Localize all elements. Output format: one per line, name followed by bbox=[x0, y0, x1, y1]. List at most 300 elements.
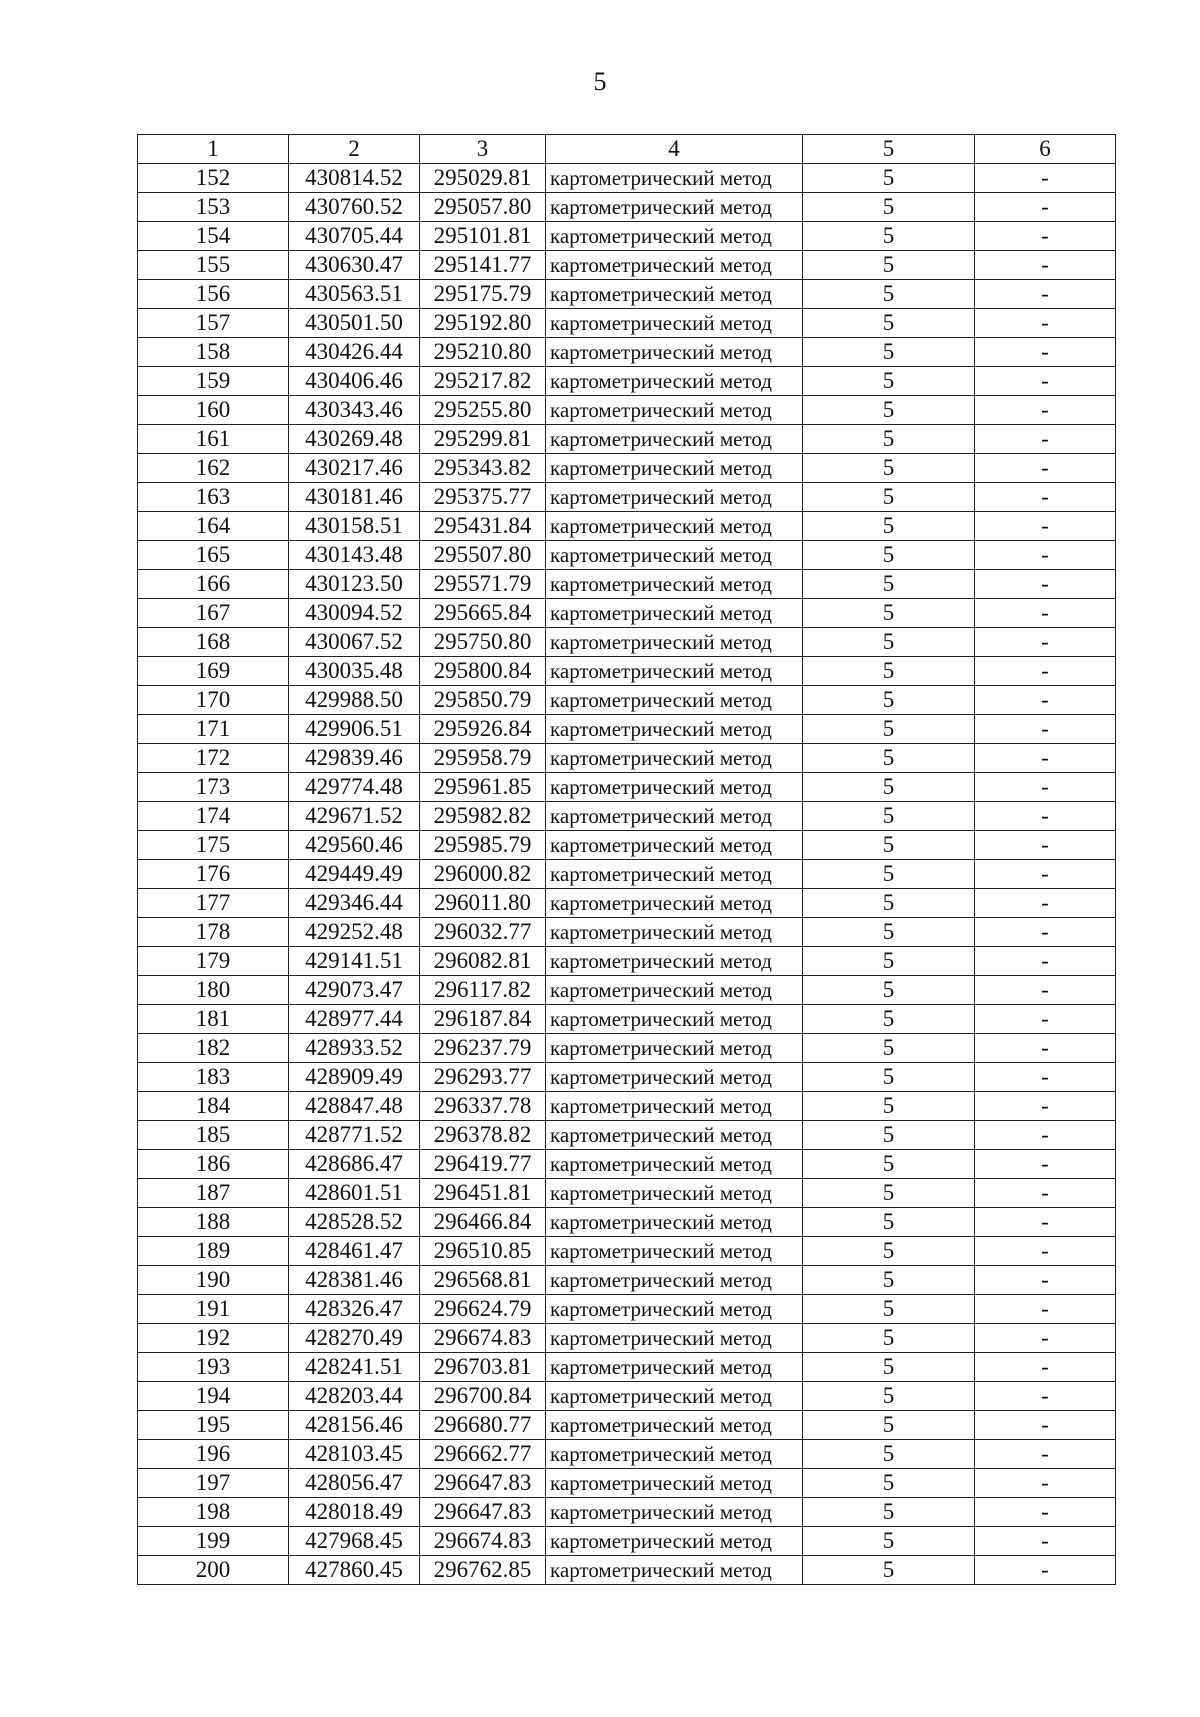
method-cell: картометрический метод bbox=[546, 599, 803, 628]
x-coordinate-cell: 428686.47 bbox=[289, 1150, 420, 1179]
table-row bbox=[138, 512, 1116, 541]
x-coordinate-cell: 430217.46 bbox=[289, 454, 420, 483]
table-row bbox=[138, 425, 1116, 454]
method-cell: картометрический метод bbox=[546, 1295, 803, 1324]
point-number-cell: 156 bbox=[138, 280, 289, 309]
point-number-cell: 158 bbox=[138, 338, 289, 367]
point-number-cell: 194 bbox=[138, 1382, 289, 1411]
point-number-cell: 174 bbox=[138, 802, 289, 831]
method-cell: картометрический метод bbox=[546, 1556, 803, 1585]
method-cell: картометрический метод bbox=[546, 889, 803, 918]
y-coordinate-cell: 295343.82 bbox=[420, 454, 546, 483]
y-coordinate-cell: 296378.82 bbox=[420, 1121, 546, 1150]
method-cell: картометрический метод bbox=[546, 396, 803, 425]
x-coordinate-cell: 428326.47 bbox=[289, 1295, 420, 1324]
description-cell: - bbox=[975, 1295, 1116, 1324]
description-cell: - bbox=[975, 367, 1116, 396]
table-row bbox=[138, 831, 1116, 860]
description-cell: - bbox=[975, 628, 1116, 657]
table-row bbox=[138, 1237, 1116, 1266]
x-coordinate-cell: 428601.51 bbox=[289, 1179, 420, 1208]
description-cell: - bbox=[975, 280, 1116, 309]
accuracy-cell: 5 bbox=[803, 396, 975, 425]
table-row bbox=[138, 918, 1116, 947]
y-coordinate-cell: 296011.80 bbox=[420, 889, 546, 918]
method-cell: картометрический метод bbox=[546, 425, 803, 454]
method-cell: картометрический метод bbox=[546, 483, 803, 512]
accuracy-cell: 5 bbox=[803, 715, 975, 744]
y-coordinate-cell: 296674.83 bbox=[420, 1527, 546, 1556]
method-cell: картометрический метод bbox=[546, 1440, 803, 1469]
x-coordinate-cell: 430705.44 bbox=[289, 222, 420, 251]
accuracy-cell: 5 bbox=[803, 425, 975, 454]
y-coordinate-cell: 295210.80 bbox=[420, 338, 546, 367]
accuracy-cell: 5 bbox=[803, 831, 975, 860]
accuracy-cell: 5 bbox=[803, 512, 975, 541]
point-number-cell: 181 bbox=[138, 1005, 289, 1034]
x-coordinate-cell: 428156.46 bbox=[289, 1411, 420, 1440]
method-cell: картометрический метод bbox=[546, 802, 803, 831]
table-row bbox=[138, 1440, 1116, 1469]
y-coordinate-cell: 296703.81 bbox=[420, 1353, 546, 1382]
y-coordinate-cell: 296647.83 bbox=[420, 1498, 546, 1527]
method-cell: картометрический метод bbox=[546, 1324, 803, 1353]
x-coordinate-cell: 429560.46 bbox=[289, 831, 420, 860]
method-cell: картометрический метод bbox=[546, 1179, 803, 1208]
y-coordinate-cell: 296237.79 bbox=[420, 1034, 546, 1063]
method-cell: картометрический метод bbox=[546, 773, 803, 802]
table-row bbox=[138, 802, 1116, 831]
point-number-cell: 178 bbox=[138, 918, 289, 947]
method-cell: картометрический метод bbox=[546, 1527, 803, 1556]
y-coordinate-cell: 295431.84 bbox=[420, 512, 546, 541]
description-cell: - bbox=[975, 1150, 1116, 1179]
accuracy-cell: 5 bbox=[803, 570, 975, 599]
point-number-cell: 180 bbox=[138, 976, 289, 1005]
column-header-6: 6 bbox=[975, 135, 1116, 164]
point-number-cell: 169 bbox=[138, 657, 289, 686]
method-cell: картометрический метод bbox=[546, 512, 803, 541]
table-row bbox=[138, 686, 1116, 715]
point-number-cell: 171 bbox=[138, 715, 289, 744]
y-coordinate-cell: 295255.80 bbox=[420, 396, 546, 425]
description-cell: - bbox=[975, 396, 1116, 425]
y-coordinate-cell: 296647.83 bbox=[420, 1469, 546, 1498]
y-coordinate-cell: 296337.78 bbox=[420, 1092, 546, 1121]
table-row bbox=[138, 1469, 1116, 1498]
accuracy-cell: 5 bbox=[803, 1527, 975, 1556]
y-coordinate-cell: 296674.83 bbox=[420, 1324, 546, 1353]
description-cell: - bbox=[975, 1237, 1116, 1266]
x-coordinate-cell: 429141.51 bbox=[289, 947, 420, 976]
accuracy-cell: 5 bbox=[803, 483, 975, 512]
y-coordinate-cell: 295571.79 bbox=[420, 570, 546, 599]
x-coordinate-cell: 428909.49 bbox=[289, 1063, 420, 1092]
table-row bbox=[138, 367, 1116, 396]
description-cell: - bbox=[975, 715, 1116, 744]
description-cell: - bbox=[975, 686, 1116, 715]
accuracy-cell: 5 bbox=[803, 918, 975, 947]
description-cell: - bbox=[975, 1527, 1116, 1556]
table-row bbox=[138, 715, 1116, 744]
point-number-cell: 173 bbox=[138, 773, 289, 802]
table-row bbox=[138, 657, 1116, 686]
x-coordinate-cell: 430158.51 bbox=[289, 512, 420, 541]
column-header-1: 1 bbox=[138, 135, 289, 164]
description-cell: - bbox=[975, 889, 1116, 918]
x-coordinate-cell: 428933.52 bbox=[289, 1034, 420, 1063]
method-cell: картометрический метод bbox=[546, 831, 803, 860]
x-coordinate-cell: 430067.52 bbox=[289, 628, 420, 657]
table-row bbox=[138, 1295, 1116, 1324]
y-coordinate-cell: 295961.85 bbox=[420, 773, 546, 802]
description-cell: - bbox=[975, 657, 1116, 686]
table-row bbox=[138, 1063, 1116, 1092]
description-cell: - bbox=[975, 164, 1116, 193]
table-row bbox=[138, 947, 1116, 976]
point-number-cell: 162 bbox=[138, 454, 289, 483]
accuracy-cell: 5 bbox=[803, 773, 975, 802]
method-cell: картометрический метод bbox=[546, 280, 803, 309]
description-cell: - bbox=[975, 1498, 1116, 1527]
table-row bbox=[138, 976, 1116, 1005]
method-cell: картометрический метод bbox=[546, 1208, 803, 1237]
point-number-cell: 195 bbox=[138, 1411, 289, 1440]
accuracy-cell: 5 bbox=[803, 1440, 975, 1469]
y-coordinate-cell: 295665.84 bbox=[420, 599, 546, 628]
point-number-cell: 157 bbox=[138, 309, 289, 338]
y-coordinate-cell: 295057.80 bbox=[420, 193, 546, 222]
table-row bbox=[138, 1121, 1116, 1150]
point-number-cell: 185 bbox=[138, 1121, 289, 1150]
x-coordinate-cell: 429774.48 bbox=[289, 773, 420, 802]
point-number-cell: 183 bbox=[138, 1063, 289, 1092]
description-cell: - bbox=[975, 483, 1116, 512]
y-coordinate-cell: 295375.77 bbox=[420, 483, 546, 512]
accuracy-cell: 5 bbox=[803, 309, 975, 338]
description-cell: - bbox=[975, 1556, 1116, 1585]
y-coordinate-cell: 296510.85 bbox=[420, 1237, 546, 1266]
page-number: 5 bbox=[593, 67, 607, 96]
accuracy-cell: 5 bbox=[803, 976, 975, 1005]
point-number-cell: 155 bbox=[138, 251, 289, 280]
point-number-cell: 159 bbox=[138, 367, 289, 396]
description-cell: - bbox=[975, 541, 1116, 570]
y-coordinate-cell: 295507.80 bbox=[420, 541, 546, 570]
accuracy-cell: 5 bbox=[803, 1266, 975, 1295]
x-coordinate-cell: 430269.48 bbox=[289, 425, 420, 454]
y-coordinate-cell: 295029.81 bbox=[420, 164, 546, 193]
point-number-cell: 190 bbox=[138, 1266, 289, 1295]
accuracy-cell: 5 bbox=[803, 947, 975, 976]
method-cell: картометрический метод bbox=[546, 1469, 803, 1498]
accuracy-cell: 5 bbox=[803, 280, 975, 309]
accuracy-cell: 5 bbox=[803, 1556, 975, 1585]
method-cell: картометрический метод bbox=[546, 686, 803, 715]
y-coordinate-cell: 296466.84 bbox=[420, 1208, 546, 1237]
x-coordinate-cell: 428056.47 bbox=[289, 1469, 420, 1498]
method-cell: картометрический метод bbox=[546, 657, 803, 686]
table-row bbox=[138, 889, 1116, 918]
method-cell: картометрический метод bbox=[546, 1266, 803, 1295]
y-coordinate-cell: 296451.81 bbox=[420, 1179, 546, 1208]
point-number-cell: 172 bbox=[138, 744, 289, 773]
accuracy-cell: 5 bbox=[803, 1121, 975, 1150]
y-coordinate-cell: 295958.79 bbox=[420, 744, 546, 773]
x-coordinate-cell: 428241.51 bbox=[289, 1353, 420, 1382]
description-cell: - bbox=[975, 599, 1116, 628]
description-cell: - bbox=[975, 338, 1116, 367]
y-coordinate-cell: 295101.81 bbox=[420, 222, 546, 251]
x-coordinate-cell: 428018.49 bbox=[289, 1498, 420, 1527]
x-coordinate-cell: 429346.44 bbox=[289, 889, 420, 918]
accuracy-cell: 5 bbox=[803, 193, 975, 222]
x-coordinate-cell: 429988.50 bbox=[289, 686, 420, 715]
table-row bbox=[138, 222, 1116, 251]
method-cell: картометрический метод bbox=[546, 1063, 803, 1092]
table-row bbox=[138, 744, 1116, 773]
x-coordinate-cell: 430035.48 bbox=[289, 657, 420, 686]
x-coordinate-cell: 430760.52 bbox=[289, 193, 420, 222]
table-row bbox=[138, 1498, 1116, 1527]
table-row bbox=[138, 1034, 1116, 1063]
x-coordinate-cell: 430501.50 bbox=[289, 309, 420, 338]
y-coordinate-cell: 295800.84 bbox=[420, 657, 546, 686]
x-coordinate-cell: 428771.52 bbox=[289, 1121, 420, 1150]
accuracy-cell: 5 bbox=[803, 454, 975, 483]
method-cell: картометрический метод bbox=[546, 1150, 803, 1179]
point-number-cell: 179 bbox=[138, 947, 289, 976]
x-coordinate-cell: 430143.48 bbox=[289, 541, 420, 570]
y-coordinate-cell: 296293.77 bbox=[420, 1063, 546, 1092]
description-cell: - bbox=[975, 1121, 1116, 1150]
x-coordinate-cell: 429671.52 bbox=[289, 802, 420, 831]
accuracy-cell: 5 bbox=[803, 541, 975, 570]
point-number-cell: 184 bbox=[138, 1092, 289, 1121]
table-row bbox=[138, 1556, 1116, 1585]
y-coordinate-cell: 296762.85 bbox=[420, 1556, 546, 1585]
method-cell: картометрический метод bbox=[546, 1411, 803, 1440]
description-cell: - bbox=[975, 1469, 1116, 1498]
accuracy-cell: 5 bbox=[803, 1179, 975, 1208]
table-row bbox=[138, 860, 1116, 889]
point-number-cell: 167 bbox=[138, 599, 289, 628]
x-coordinate-cell: 430814.52 bbox=[289, 164, 420, 193]
description-cell: - bbox=[975, 773, 1116, 802]
x-coordinate-cell: 428528.52 bbox=[289, 1208, 420, 1237]
description-cell: - bbox=[975, 570, 1116, 599]
accuracy-cell: 5 bbox=[803, 686, 975, 715]
accuracy-cell: 5 bbox=[803, 802, 975, 831]
accuracy-cell: 5 bbox=[803, 1208, 975, 1237]
point-number-cell: 187 bbox=[138, 1179, 289, 1208]
point-number-cell: 198 bbox=[138, 1498, 289, 1527]
description-cell: - bbox=[975, 831, 1116, 860]
point-number-cell: 199 bbox=[138, 1527, 289, 1556]
table-row bbox=[138, 1266, 1116, 1295]
description-cell: - bbox=[975, 251, 1116, 280]
y-coordinate-cell: 296187.84 bbox=[420, 1005, 546, 1034]
point-number-cell: 200 bbox=[138, 1556, 289, 1585]
point-number-cell: 166 bbox=[138, 570, 289, 599]
x-coordinate-cell: 428203.44 bbox=[289, 1382, 420, 1411]
point-number-cell: 176 bbox=[138, 860, 289, 889]
method-cell: картометрический метод bbox=[546, 628, 803, 657]
point-number-cell: 161 bbox=[138, 425, 289, 454]
accuracy-cell: 5 bbox=[803, 657, 975, 686]
accuracy-cell: 5 bbox=[803, 1324, 975, 1353]
x-coordinate-cell: 428461.47 bbox=[289, 1237, 420, 1266]
description-cell: - bbox=[975, 1411, 1116, 1440]
x-coordinate-cell: 430426.44 bbox=[289, 338, 420, 367]
method-cell: картометрический метод bbox=[546, 918, 803, 947]
accuracy-cell: 5 bbox=[803, 367, 975, 396]
method-cell: картометрический метод bbox=[546, 976, 803, 1005]
x-coordinate-cell: 427968.45 bbox=[289, 1527, 420, 1556]
y-coordinate-cell: 295750.80 bbox=[420, 628, 546, 657]
table-row bbox=[138, 1411, 1116, 1440]
y-coordinate-cell: 295192.80 bbox=[420, 309, 546, 338]
accuracy-cell: 5 bbox=[803, 1005, 975, 1034]
x-coordinate-cell: 430630.47 bbox=[289, 251, 420, 280]
table-row bbox=[138, 251, 1116, 280]
table-row bbox=[138, 483, 1116, 512]
point-number-cell: 152 bbox=[138, 164, 289, 193]
y-coordinate-cell: 295982.82 bbox=[420, 802, 546, 831]
x-coordinate-cell: 429073.47 bbox=[289, 976, 420, 1005]
description-cell: - bbox=[975, 1005, 1116, 1034]
table-row bbox=[138, 193, 1116, 222]
y-coordinate-cell: 296662.77 bbox=[420, 1440, 546, 1469]
table-row bbox=[138, 1208, 1116, 1237]
accuracy-cell: 5 bbox=[803, 222, 975, 251]
accuracy-cell: 5 bbox=[803, 889, 975, 918]
x-coordinate-cell: 429449.49 bbox=[289, 860, 420, 889]
x-coordinate-cell: 429252.48 bbox=[289, 918, 420, 947]
x-coordinate-cell: 429906.51 bbox=[289, 715, 420, 744]
accuracy-cell: 5 bbox=[803, 860, 975, 889]
accuracy-cell: 5 bbox=[803, 1063, 975, 1092]
method-cell: картометрический метод bbox=[546, 367, 803, 396]
x-coordinate-cell: 427860.45 bbox=[289, 1556, 420, 1585]
accuracy-cell: 5 bbox=[803, 251, 975, 280]
method-cell: картометрический метод bbox=[546, 164, 803, 193]
table-row bbox=[138, 541, 1116, 570]
point-number-cell: 192 bbox=[138, 1324, 289, 1353]
method-cell: картометрический метод bbox=[546, 947, 803, 976]
y-coordinate-cell: 296082.81 bbox=[420, 947, 546, 976]
table-row bbox=[138, 309, 1116, 338]
point-number-cell: 182 bbox=[138, 1034, 289, 1063]
description-cell: - bbox=[975, 860, 1116, 889]
description-cell: - bbox=[975, 1179, 1116, 1208]
table-row bbox=[138, 1353, 1116, 1382]
x-coordinate-cell: 428977.44 bbox=[289, 1005, 420, 1034]
accuracy-cell: 5 bbox=[803, 1295, 975, 1324]
accuracy-cell: 5 bbox=[803, 628, 975, 657]
y-coordinate-cell: 295299.81 bbox=[420, 425, 546, 454]
description-cell: - bbox=[975, 802, 1116, 831]
y-coordinate-cell: 296419.77 bbox=[420, 1150, 546, 1179]
description-cell: - bbox=[975, 1092, 1116, 1121]
method-cell: картометрический метод bbox=[546, 1498, 803, 1527]
x-coordinate-cell: 429839.46 bbox=[289, 744, 420, 773]
y-coordinate-cell: 296700.84 bbox=[420, 1382, 546, 1411]
y-coordinate-cell: 296032.77 bbox=[420, 918, 546, 947]
point-number-cell: 160 bbox=[138, 396, 289, 425]
y-coordinate-cell: 296117.82 bbox=[420, 976, 546, 1005]
method-cell: картометрический метод bbox=[546, 744, 803, 773]
accuracy-cell: 5 bbox=[803, 599, 975, 628]
accuracy-cell: 5 bbox=[803, 1382, 975, 1411]
accuracy-cell: 5 bbox=[803, 1150, 975, 1179]
method-cell: картометрический метод bbox=[546, 570, 803, 599]
y-coordinate-cell: 295985.79 bbox=[420, 831, 546, 860]
y-coordinate-cell: 296568.81 bbox=[420, 1266, 546, 1295]
method-cell: картометрический метод bbox=[546, 541, 803, 570]
description-cell: - bbox=[975, 425, 1116, 454]
table-row bbox=[138, 164, 1116, 193]
x-coordinate-cell: 428381.46 bbox=[289, 1266, 420, 1295]
point-number-cell: 189 bbox=[138, 1237, 289, 1266]
y-coordinate-cell: 296624.79 bbox=[420, 1295, 546, 1324]
description-cell: - bbox=[975, 309, 1116, 338]
y-coordinate-cell: 295850.79 bbox=[420, 686, 546, 715]
method-cell: картометрический метод bbox=[546, 1092, 803, 1121]
description-cell: - bbox=[975, 1034, 1116, 1063]
method-cell: картометрический метод bbox=[546, 1121, 803, 1150]
description-cell: - bbox=[975, 744, 1116, 773]
point-number-cell: 193 bbox=[138, 1353, 289, 1382]
accuracy-cell: 5 bbox=[803, 1498, 975, 1527]
description-cell: - bbox=[975, 1440, 1116, 1469]
table-row bbox=[138, 773, 1116, 802]
method-cell: картометрический метод bbox=[546, 193, 803, 222]
x-coordinate-cell: 428103.45 bbox=[289, 1440, 420, 1469]
column-header-5: 5 bbox=[803, 135, 975, 164]
description-cell: - bbox=[975, 222, 1116, 251]
table-row bbox=[138, 1150, 1116, 1179]
description-cell: - bbox=[975, 1353, 1116, 1382]
y-coordinate-cell: 295141.77 bbox=[420, 251, 546, 280]
table-row bbox=[138, 454, 1116, 483]
point-number-cell: 188 bbox=[138, 1208, 289, 1237]
point-number-cell: 165 bbox=[138, 541, 289, 570]
description-cell: - bbox=[975, 976, 1116, 1005]
method-cell: картометрический метод bbox=[546, 1382, 803, 1411]
description-cell: - bbox=[975, 1382, 1116, 1411]
x-coordinate-cell: 430123.50 bbox=[289, 570, 420, 599]
table-row bbox=[138, 1527, 1116, 1556]
method-cell: картометрический метод bbox=[546, 1005, 803, 1034]
table-row bbox=[138, 1092, 1116, 1121]
method-cell: картометрический метод bbox=[546, 309, 803, 338]
point-number-cell: 196 bbox=[138, 1440, 289, 1469]
table-row bbox=[138, 280, 1116, 309]
method-cell: картометрический метод bbox=[546, 715, 803, 744]
point-number-cell: 197 bbox=[138, 1469, 289, 1498]
point-number-cell: 177 bbox=[138, 889, 289, 918]
description-cell: - bbox=[975, 1208, 1116, 1237]
description-cell: - bbox=[975, 1063, 1116, 1092]
y-coordinate-cell: 295217.82 bbox=[420, 367, 546, 396]
table-row bbox=[138, 599, 1116, 628]
description-cell: - bbox=[975, 512, 1116, 541]
method-cell: картометрический метод bbox=[546, 454, 803, 483]
column-header-2: 2 bbox=[289, 135, 420, 164]
x-coordinate-cell: 430406.46 bbox=[289, 367, 420, 396]
table-row bbox=[138, 628, 1116, 657]
